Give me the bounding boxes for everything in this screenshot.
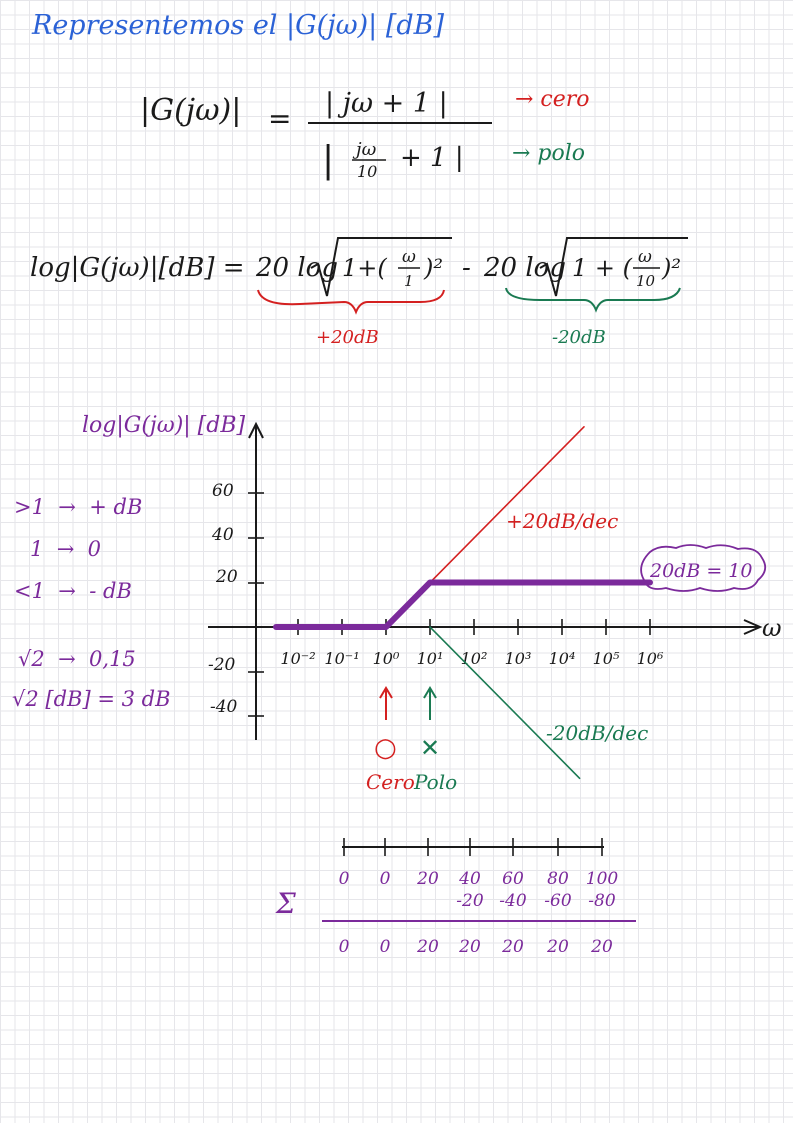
x-tick-label: 10² <box>460 649 488 668</box>
zero-symbol: ○ <box>374 733 397 763</box>
term2-label: -20dB <box>552 327 606 348</box>
boxed-note: 20dB = 10 <box>650 560 753 582</box>
term1-inner: 1+( <box>342 254 387 282</box>
sum-table-cell: 40 <box>459 869 481 889</box>
sum-table-cell: 80 <box>547 869 569 889</box>
sum-symbol: Σ <box>276 887 296 920</box>
log-minus: - <box>462 253 471 283</box>
sum-table-row-2 <box>456 891 616 911</box>
tf-denominator-left: | <box>322 140 335 181</box>
tf-denominator-right: + 1 | <box>400 143 464 173</box>
term2-frac-num: ω <box>638 247 652 267</box>
tf-numerator: | jω + 1 | <box>325 88 448 119</box>
y-axis-label: log|G(jω)| [dB] <box>82 413 246 438</box>
y-tick-label-neg20: -20 <box>208 655 236 675</box>
sum-table-row-1 <box>339 869 619 889</box>
sum-table-result-row <box>339 937 613 957</box>
side-notes <box>12 495 171 711</box>
sum-table-result-cell: 0 <box>379 937 391 957</box>
magnitude-asymptote-line <box>276 583 650 628</box>
term1-close: )² <box>424 254 443 282</box>
sum-table-cell: 100 <box>585 869 619 889</box>
y-tick-label-neg40: -40 <box>210 697 238 717</box>
tf-pole-note: → polo <box>512 141 586 166</box>
slope-up-label: +20dB/dec <box>506 509 619 533</box>
x-tick-label: 10⁵ <box>592 649 620 668</box>
y-tick-label-60: 60 <box>212 481 234 501</box>
note-sqrt2-db: √2 [dB] = 3 dB <box>12 687 171 711</box>
log-lhs: log|G(jω)|[dB] = <box>30 253 245 283</box>
term1-frac-den: 1 <box>404 272 414 290</box>
term1-frac-num: ω <box>402 247 416 267</box>
zero-marker <box>366 688 415 794</box>
x-tick-label: 10³ <box>504 649 532 668</box>
y-tick-label-40: 40 <box>212 525 234 545</box>
x-tick-label: 10⁻¹ <box>324 649 360 668</box>
tf-denominator-frac-num: jω <box>356 139 377 160</box>
term1-coef: 20 log <box>256 253 338 283</box>
sum-table-cell: 20 <box>417 869 439 889</box>
note-equal-one: 1 → 0 <box>30 537 102 561</box>
tf-equals: = <box>268 102 292 135</box>
x-tick-labels <box>280 649 664 668</box>
x-tick-label: 10⁰ <box>372 649 400 668</box>
sum-table-cell: -40 <box>499 891 527 911</box>
sum-table-cell: 60 <box>502 869 524 889</box>
term2-inner: 1 + ( <box>572 254 632 282</box>
sum-table-result-cell: 20 <box>502 937 524 957</box>
slope-down-label: -20dB/dec <box>546 721 649 745</box>
x-axis-label: ω <box>762 614 782 642</box>
page-title: Representemos el |G(jω)| [dB] <box>32 10 445 41</box>
tf-zero-note: → cero <box>515 87 590 112</box>
zero-label: Cero <box>366 770 415 794</box>
sum-table-result-cell: 20 <box>591 937 613 957</box>
pole-label: Polo <box>414 770 458 794</box>
sum-table-cell: 0 <box>379 869 391 889</box>
term2-underbrace <box>506 288 680 310</box>
sum-table-result-cell: 20 <box>459 937 481 957</box>
y-tick-label-20: 20 <box>216 567 238 587</box>
term2-coef: 20 log <box>484 253 566 283</box>
pole-marker <box>413 688 457 794</box>
x-tick-label: 10⁻² <box>280 649 316 668</box>
note-greater-than-one: >1 → + dB <box>14 495 143 519</box>
sum-table <box>275 838 636 957</box>
x-tick-label: 10⁴ <box>548 649 576 668</box>
tf-denominator-frac-den: 10 <box>357 162 378 181</box>
note-sqrt2: √2 → 0,15 <box>18 647 136 671</box>
sum-table-result-cell: 0 <box>338 937 350 957</box>
term1-underbrace <box>258 290 444 312</box>
tf-lhs: |G(jω)| <box>140 93 242 128</box>
note-less-than-one: <1 → - dB <box>14 579 132 603</box>
term2-close: )² <box>662 254 681 282</box>
bode-chart <box>82 413 782 794</box>
sum-table-result-cell: 20 <box>547 937 569 957</box>
sum-table-cell: 0 <box>338 869 350 889</box>
sum-table-cell: -20 <box>456 891 484 911</box>
log-expression <box>30 238 688 348</box>
x-tick-label: 10¹ <box>416 649 444 668</box>
pole-symbol: ✕ <box>420 734 441 762</box>
transfer-function <box>140 87 590 181</box>
sum-table-cell: -60 <box>544 891 572 911</box>
x-tick-label: 10⁶ <box>636 649 664 668</box>
sum-table-result-cell: 20 <box>417 937 439 957</box>
term2-frac-den: 10 <box>636 272 656 290</box>
term1-label: +20dB <box>316 327 379 348</box>
sum-table-cell: -80 <box>588 891 616 911</box>
